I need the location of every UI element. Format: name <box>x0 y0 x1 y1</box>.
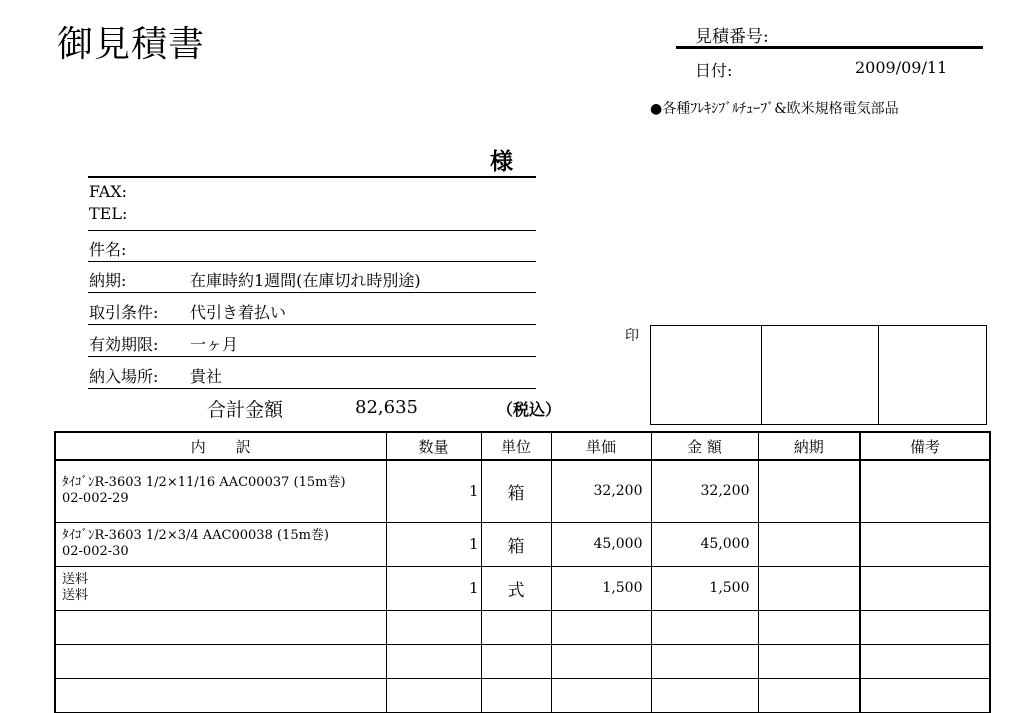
document-title: 御見積書 <box>57 24 206 65</box>
seal-label: 印 <box>625 328 639 344</box>
table-row <box>55 522 990 566</box>
header-unit-price: 単価 <box>551 432 651 460</box>
recipient-suffix: 様 <box>490 148 513 175</box>
place-value: 貴社 <box>190 367 223 386</box>
header-unit: 単位 <box>481 432 551 460</box>
subject-label: 件名: <box>89 240 127 259</box>
item-description <box>55 522 386 566</box>
divider <box>88 230 536 231</box>
quote-number-underline <box>676 46 983 49</box>
item-unit-price: 45,000 <box>551 522 651 566</box>
item-quantity: 1 <box>386 566 481 610</box>
item-delivery <box>758 522 860 566</box>
item-amount: 32,200 <box>651 460 758 522</box>
item-unit: 式 <box>481 566 551 610</box>
table-row <box>55 566 990 610</box>
item-description <box>55 566 386 610</box>
seal-boxes <box>650 325 987 425</box>
table-row-empty <box>55 678 990 712</box>
divider <box>88 261 536 262</box>
divider <box>88 356 536 357</box>
item-note <box>860 566 990 610</box>
table-row-empty <box>55 644 990 678</box>
item-unit: 箱 <box>481 522 551 566</box>
item-note <box>860 522 990 566</box>
terms-value: 代引き着払い <box>190 303 287 322</box>
seal-divider <box>878 326 879 424</box>
item-code: 02-002-30 <box>62 544 129 559</box>
fax-label: FAX: <box>89 182 128 201</box>
divider <box>88 292 536 293</box>
item-name: ﾀｲｺﾞﾝR-3603 1/2×3/4 AAC00038 (15m巻) <box>62 528 329 543</box>
item-name: ﾀｲｺﾞﾝR-3603 1/2×11/16 AAC00037 (15m巻) <box>62 475 346 491</box>
items-table <box>54 431 991 713</box>
item-code: 送料 <box>62 588 89 603</box>
header-quantity: 数量 <box>386 432 481 460</box>
validity-label: 有効期限: <box>89 335 159 354</box>
table-header-row <box>55 432 990 460</box>
validity-value: 一ヶ月 <box>190 335 239 354</box>
item-code: 02-002-29 <box>62 491 129 507</box>
header-description: 内 訳 <box>55 432 386 460</box>
date-value: 2009/09/11 <box>855 58 948 77</box>
header-amount: 金 額 <box>651 432 758 460</box>
total-value: 82,635 <box>355 397 418 418</box>
item-unit: 箱 <box>481 460 551 522</box>
delivery-label: 納期: <box>89 271 127 290</box>
company-note: ●各種ﾌﾚｷｼﾌﾞﾙﾁｭｰﾌﾞ&欧米規格電気部品 <box>650 101 899 117</box>
item-delivery <box>758 460 860 522</box>
place-label: 納入場所: <box>89 367 159 386</box>
tel-label: TEL: <box>89 204 128 223</box>
quote-number-label: 見積番号: <box>695 27 769 47</box>
divider <box>88 388 536 389</box>
seal-divider <box>761 326 762 424</box>
header-notes: 備考 <box>860 432 990 460</box>
tax-note: （税込） <box>497 400 562 419</box>
table-row-empty <box>55 610 990 644</box>
delivery-value: 在庫時約1週間(在庫切れ時別途) <box>190 271 421 290</box>
item-amount: 45,000 <box>651 522 758 566</box>
terms-label: 取引条件: <box>89 303 159 322</box>
item-amount: 1,500 <box>651 566 758 610</box>
item-name: 送料 <box>62 572 89 587</box>
item-description <box>55 460 386 522</box>
item-delivery <box>758 566 860 610</box>
item-unit-price: 32,200 <box>551 460 651 522</box>
item-quantity: 1 <box>386 522 481 566</box>
item-quantity: 1 <box>386 460 481 522</box>
item-note <box>860 460 990 522</box>
header-delivery: 納期 <box>758 432 860 460</box>
item-unit-price: 1,500 <box>551 566 651 610</box>
date-label: 日付: <box>695 61 733 80</box>
divider <box>88 324 536 325</box>
recipient-underline <box>88 176 536 178</box>
total-label: 合計金額 <box>207 399 284 421</box>
table-row <box>55 460 990 522</box>
